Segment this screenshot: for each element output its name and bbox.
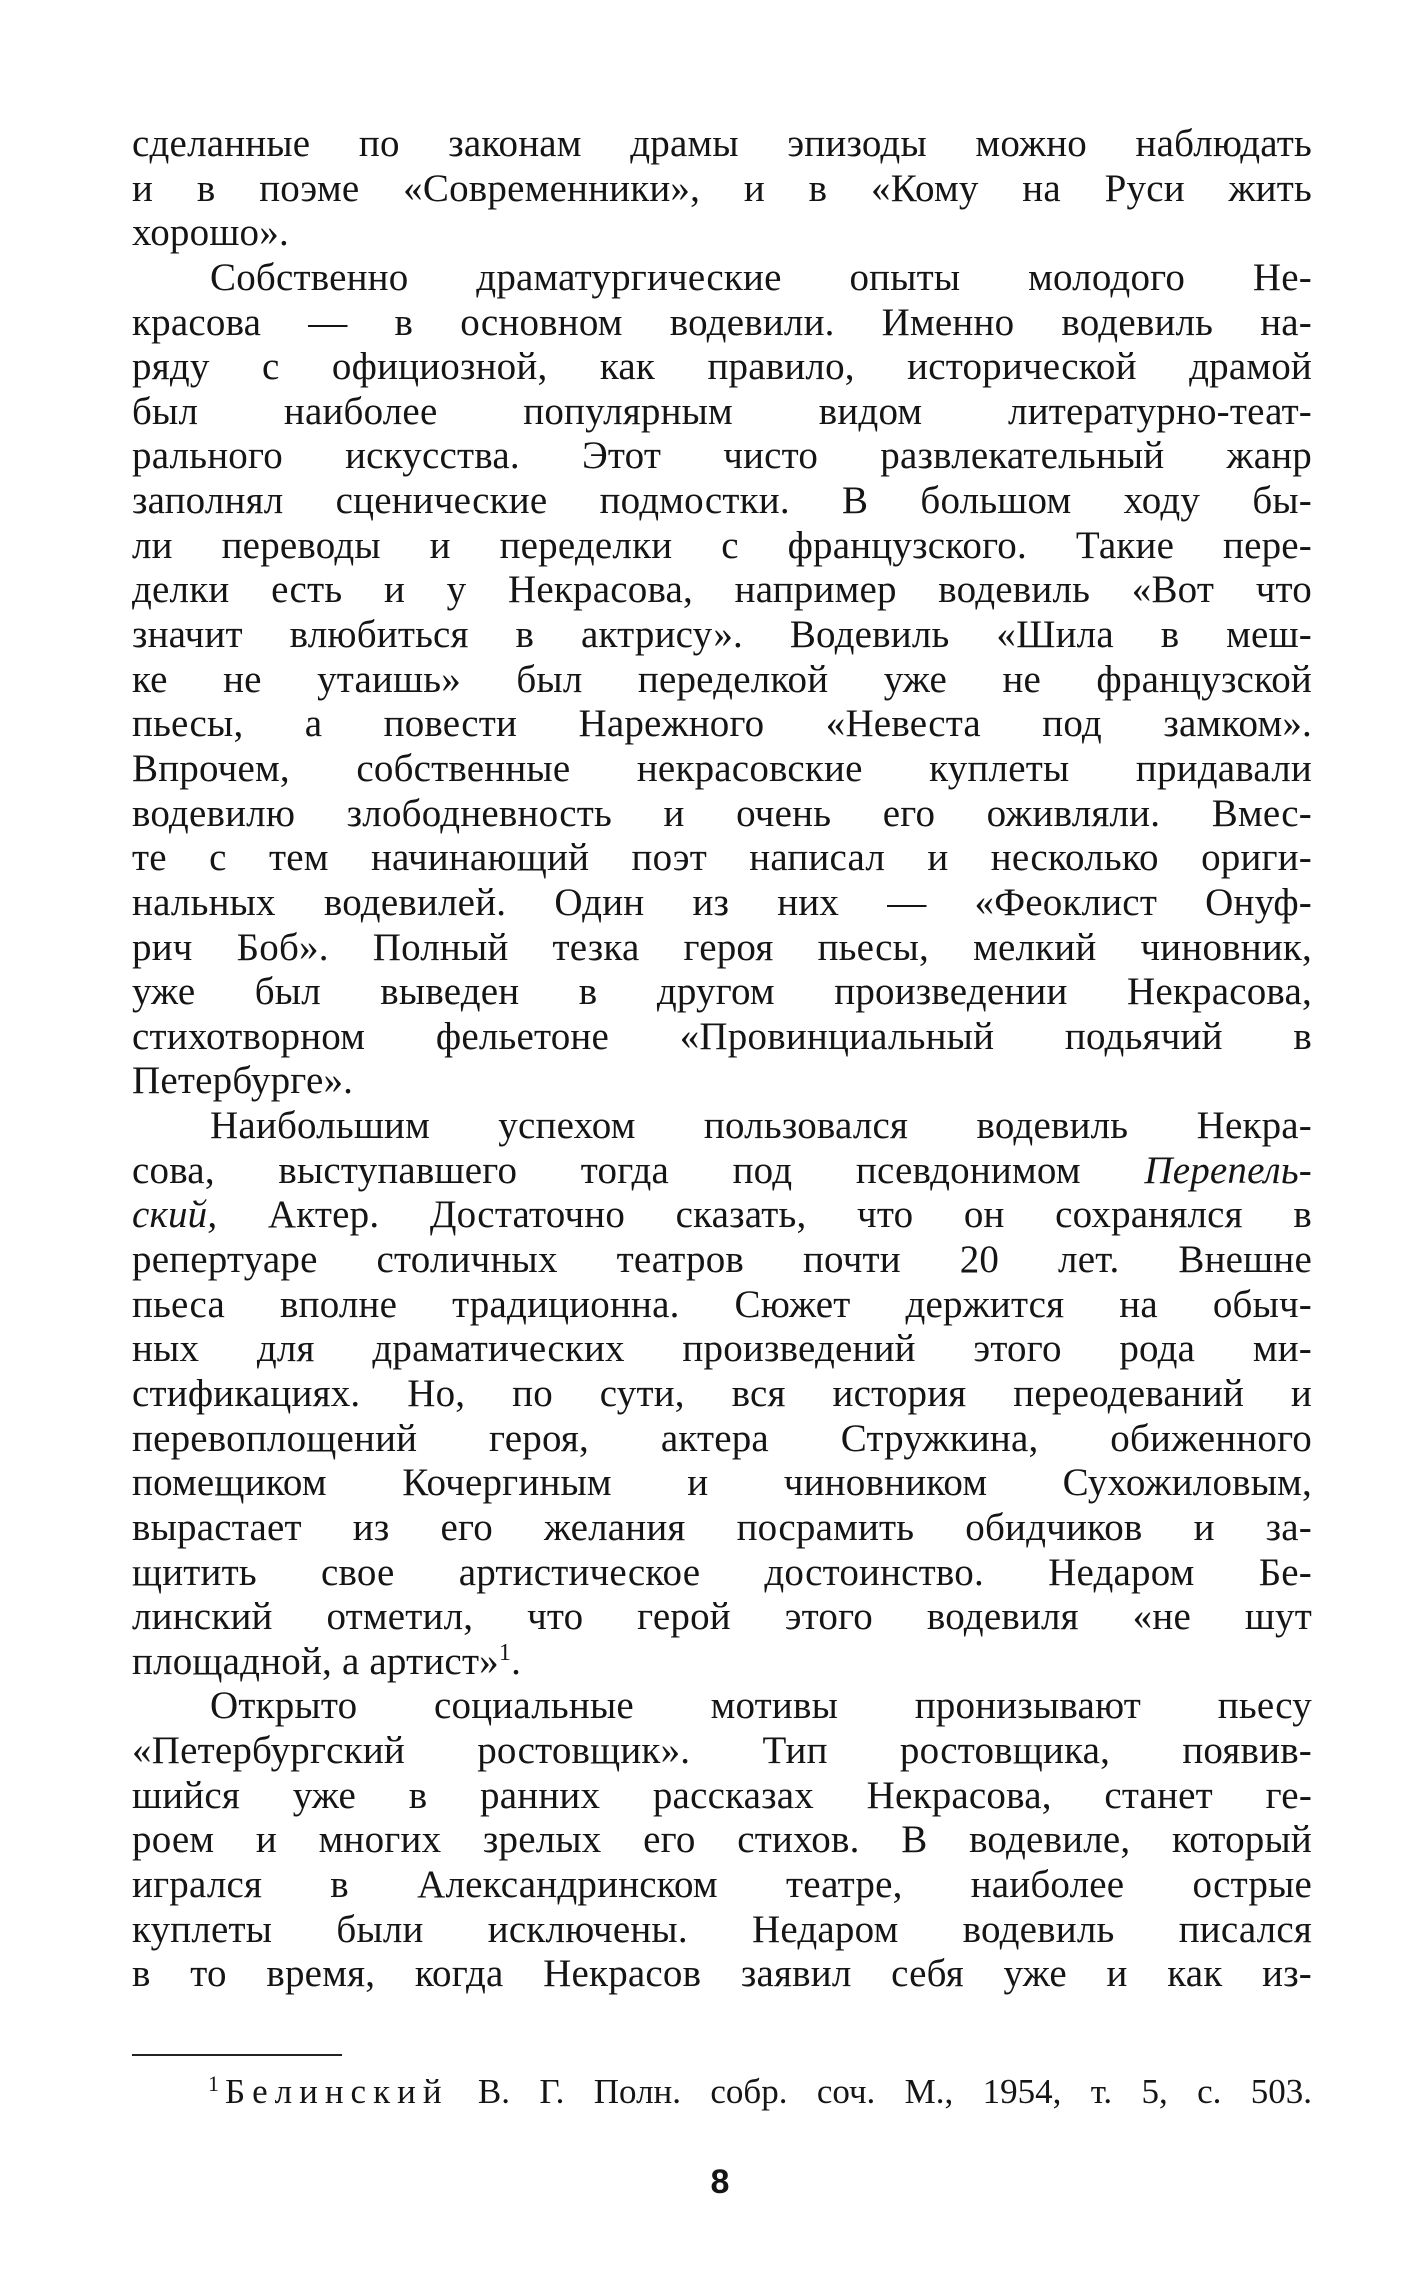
paragraph-start-line: Наибольшим успехом пользовался водевиль Некра-	[210, 1104, 1312, 1148]
text-line: линский отметил, что герой этого водевиля «не шут	[132, 1595, 1312, 1639]
text-line: роем и многих зрелых его стихов. В водевиле, который	[132, 1818, 1312, 1862]
text-line: репертуаре столичных театров почти 20 лет. Внешне	[132, 1238, 1312, 1282]
text-line: ряду с официозной, как правило, исторической драмой	[132, 345, 1312, 389]
text-line: шийся уже в ранних рассказах Некрасова, станет ге-	[132, 1773, 1312, 1817]
text-line: заполнял сценические подмостки. В большом ходу бы-	[132, 479, 1312, 523]
text-line: стификациях. Но, по сути, вся история переодеваний и	[132, 1371, 1312, 1415]
footnote	[208, 2068, 1312, 2116]
text-line: перевоплощений героя, актера Стружкина, обиженного	[132, 1416, 1312, 1460]
text-line: те с тем начинающий поэт написал и несколько ориги-	[132, 836, 1312, 880]
text-line: в то время, когда Некрасов заявил себя уже и как из-	[132, 1952, 1312, 1996]
text-line: игрался в Александринском театре, наиболее острые	[132, 1862, 1312, 1906]
text-line: сделанные по законам драмы эпизоды можно наблюдать	[132, 122, 1312, 165]
text-line: нальных водевилей. Один из них — «Феоклист Онуф-	[132, 880, 1312, 924]
text-line: хорошо».	[132, 211, 289, 255]
text-line: щитить свое артистическое достоинство. Недаром Бе-	[132, 1550, 1312, 1594]
text-line: ли переводы и переделки с французского. Такие пере-	[132, 523, 1312, 567]
text-line: рального искусства. Этот чисто развлекательный жанр	[132, 434, 1312, 478]
text-line	[132, 1640, 1312, 1685]
footnote-author: Белинский	[225, 2072, 449, 2111]
text-line: ке не утаишь» был переделкой уже не французской	[132, 657, 1312, 701]
text-segment: площадной, а артист»	[132, 1639, 499, 1683]
page-number: 8	[710, 2163, 730, 2201]
text-line: делки есть и у Некрасова, например водевиль «Вот что	[132, 568, 1312, 612]
body-text	[132, 122, 1312, 1997]
footnote-text: В. Г. Полн. собр. соч. М., 1954, т. 5, с. 503.	[477, 2072, 1312, 2111]
text-segment: Актер. Достаточно сказать, что он сохранялся в	[267, 1193, 1312, 1237]
paragraph-start-line: Открыто социальные мотивы пронизывают пьесу	[210, 1684, 1312, 1728]
text-line: стихотворном фельетоне «Провинциальный подьячий в	[132, 1014, 1312, 1058]
text-line	[132, 1149, 1312, 1194]
text-line: был наиболее популярным видом литературно-теат-	[132, 389, 1312, 433]
footnote-reference[interactable]: 1	[498, 1639, 512, 1666]
footnote-mark: 1	[208, 2071, 219, 2096]
text-line: и в поэме «Современники», и в «Кому на Руси жить	[132, 166, 1312, 210]
text-line: Петербурге».	[132, 1059, 354, 1103]
text-line: вырастает из его желания посрамить обидчиков и за-	[132, 1505, 1312, 1549]
text-line: рич Боб». Полный тезка героя пьесы, мелкий чиновник,	[132, 925, 1312, 969]
footnote-divider	[132, 2054, 342, 2056]
text-line: пьесы, а повести Нарежного «Невеста под замком».	[132, 702, 1312, 746]
text-line: пьеса вполне традиционна. Сюжет держится на обыч-	[132, 1282, 1312, 1326]
text-line: Впрочем, собственные некрасовские куплеты придавали	[132, 746, 1312, 790]
text-line: значит влюбиться в актрису». Водевиль «Шила в меш-	[132, 613, 1312, 657]
paragraph-start-line: Собственно драматургические опыты молодого Не-	[210, 255, 1312, 299]
pseudonym-italic: ский,	[132, 1193, 218, 1237]
text-line: красова — в основном водевили. Именно водевиль на-	[132, 300, 1312, 344]
text-line: «Петербургский ростовщик». Тип ростовщика, появив-	[132, 1729, 1312, 1773]
text-line	[132, 1193, 1312, 1238]
text-segment: сова, выступавшего тогда под псевдонимом	[132, 1148, 1081, 1192]
pseudonym-italic: Перепель-	[1144, 1148, 1312, 1192]
text-line: водевилю злободневность и очень его оживляли. Вмес-	[132, 791, 1312, 835]
text-segment: .	[511, 1639, 522, 1683]
text-line: помещиком Кочергиным и чиновником Сухожиловым,	[132, 1461, 1312, 1505]
text-line: уже был выведен в другом произведении Некрасова,	[132, 970, 1312, 1014]
text-line: куплеты были исключены. Недаром водевиль писался	[132, 1907, 1312, 1951]
text-line: ных для драматических произведений этого рода ми-	[132, 1327, 1312, 1371]
